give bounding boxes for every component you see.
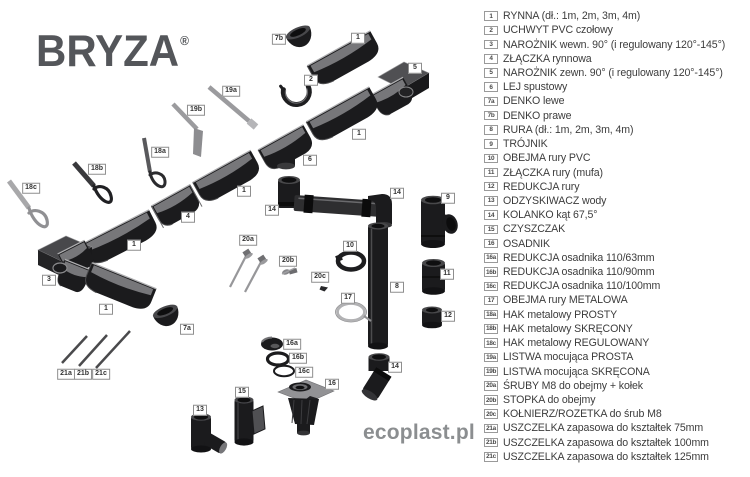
legend-item-13 — [484, 194, 725, 208]
legend-label: ODZYSKIWACZ wody — [503, 194, 607, 207]
part-label-21a: 21a — [57, 369, 75, 380]
legend-label: DENKO lewe — [503, 95, 565, 108]
legend-label: NAROŻNIK wewn. 90° (i regulowany 120°-145°) — [503, 38, 726, 51]
legend-item-7a — [484, 94, 725, 108]
legend-item-14 — [484, 208, 725, 222]
part-label-2: 2 — [304, 75, 318, 86]
legend-item-6 — [484, 80, 725, 94]
legend-item-9 — [484, 137, 725, 151]
legend-label: OBEJMA rury PVC — [503, 152, 591, 165]
part-elbow-bottom — [360, 353, 391, 402]
legend-label: NAROŻNIK zewn. 90° (i regulowany 120°-145°) — [503, 66, 723, 79]
part-downpipe — [368, 223, 388, 350]
part-label-21c: 21c — [92, 369, 110, 380]
legend-number-box: 18c — [484, 338, 498, 348]
legend-number-box: 4 — [484, 54, 498, 64]
legend-label: RURA (dł.: 1m, 2m, 3m, 4m) — [503, 123, 634, 136]
legend-item-17 — [484, 293, 725, 307]
part-label-16c: 16c — [295, 367, 313, 378]
legend-label: REDUKCJA rury — [503, 180, 580, 193]
part-gutter-section — [306, 87, 382, 145]
legend-item-21c — [484, 450, 725, 464]
part-label-20b: 20b — [279, 256, 297, 267]
part-label-18c: 18c — [22, 183, 40, 194]
legend-item-1 — [484, 9, 725, 23]
legend-number-box: 9 — [484, 139, 498, 149]
legend-item-21a — [484, 421, 725, 435]
legend-item-10 — [484, 151, 725, 165]
legend-number-box: 16 — [484, 239, 498, 249]
legend-item-18a — [484, 308, 725, 322]
part-outlet-funnel — [258, 125, 316, 173]
part-label-11: 11 — [440, 269, 454, 280]
legend-item-19a — [484, 350, 725, 364]
part-gutter-connector — [151, 185, 203, 229]
legend-item-8 — [484, 123, 725, 137]
part-label-3: 3 — [42, 275, 56, 286]
part-trap-reducer-100 — [274, 366, 294, 376]
part-label-16a: 16a — [283, 339, 301, 350]
part-label-10: 10 — [343, 241, 357, 252]
legend-number-box: 11 — [484, 168, 498, 178]
legend-number-box: 16a — [484, 253, 498, 263]
legend-item-20a — [484, 379, 725, 393]
legend-label: ŚRUBY M8 do obejmy + kołek — [503, 379, 643, 392]
part-label-17: 17 — [341, 293, 355, 304]
part-label-12: 12 — [441, 311, 455, 322]
part-label-1: 1 — [352, 129, 366, 140]
legend-item-3 — [484, 37, 725, 51]
legend-number-box: 17 — [484, 296, 498, 306]
legend-number-box: 13 — [484, 196, 498, 206]
part-label-5: 5 — [408, 63, 422, 74]
legend-number-box: 15 — [484, 225, 498, 235]
part-label-14: 14 — [390, 188, 404, 199]
part-cleanout — [235, 396, 266, 445]
legend-label: DENKO prawe — [503, 109, 572, 122]
legend-number-box: 7b — [484, 111, 498, 121]
part-label-20c: 20c — [311, 272, 329, 283]
part-spare-gaskets — [62, 331, 130, 368]
legend-label: REDUKCJA osadnika 110/90mm — [503, 266, 655, 279]
website-text: ecoplast.pl — [363, 421, 475, 444]
legend-item-11 — [484, 165, 725, 179]
legend-label: LEJ spustowy — [503, 81, 568, 94]
legend-label: HAK metalowy SKRĘCONY — [503, 322, 633, 335]
legend-number-box: 7a — [484, 97, 498, 107]
legend-label: LISTWA mocująca SKRĘCONA — [503, 365, 650, 378]
part-pvc-pipe-clamp — [335, 253, 364, 270]
part-metal-hook-straight — [144, 138, 165, 187]
legend-label: KOLANKO kąt 67,5° — [503, 209, 598, 222]
legend-number-box: 20b — [485, 396, 497, 404]
legend-number-box: 8 — [484, 125, 498, 135]
part-water-recovery — [191, 413, 229, 455]
part-label-20a: 20a — [239, 235, 257, 246]
part-trap-reducer-63 — [261, 338, 283, 351]
legend-item-16a — [484, 251, 725, 265]
part-label-7b: 7b — [272, 34, 286, 45]
legend-number-box: 16c — [484, 282, 498, 292]
legend-number-box: 12 — [484, 182, 498, 192]
legend-number-box: 20a — [484, 381, 498, 391]
part-label-1: 1 — [99, 304, 113, 315]
part-label-8: 8 — [390, 282, 404, 293]
part-pipe-reducer — [422, 307, 442, 329]
part-label-21b: 21b — [74, 369, 92, 380]
parts-legend — [484, 9, 725, 464]
legend-item-7b — [484, 109, 725, 123]
legend-number-box: 21b — [485, 439, 497, 447]
part-label-18b: 18b — [88, 164, 106, 175]
legend-number-box: 3 — [484, 40, 498, 50]
legend-item-21b — [484, 436, 725, 450]
part-label-15: 15 — [235, 387, 249, 398]
legend-number-box: 2 — [484, 26, 498, 36]
legend-label: HAK metalowy PROSTY — [503, 308, 618, 321]
legend-number-box: 5 — [484, 68, 498, 78]
legend-label: CZYSZCZAK — [503, 223, 566, 236]
legend-number-box: 19a — [484, 353, 498, 363]
part-gutter-section — [307, 31, 383, 89]
part-tee — [421, 196, 460, 248]
part-label-18a: 18a — [151, 147, 169, 158]
legend-item-18b — [484, 322, 725, 336]
legend-number-box: 10 — [484, 154, 498, 164]
legend-label: HAK metalowy REGULOWANY — [503, 337, 650, 350]
registered-mark: ® — [180, 33, 189, 49]
part-label-4: 4 — [181, 212, 195, 223]
part-label-6: 6 — [303, 155, 317, 166]
legend-item-4 — [484, 52, 725, 66]
part-label-9: 9 — [441, 193, 455, 204]
part-end-cap-right — [284, 23, 316, 52]
legend-label: UCHWYT PVC czołowy — [503, 24, 613, 37]
legend-label: STOPKA do obejmy — [503, 394, 596, 407]
legend-label: OSADNIK — [503, 237, 550, 250]
part-clamp-foot — [281, 268, 297, 276]
legend-label: REDUKCJA osadnika 110/100mm — [503, 280, 661, 293]
part-label-13: 13 — [193, 405, 207, 416]
part-label-19a: 19a — [222, 86, 240, 97]
part-gutter-section — [82, 263, 156, 313]
legend-item-20c — [484, 407, 725, 421]
legend-label: RYNNA (dł.: 1m, 2m, 3m, 4m) — [503, 10, 641, 23]
legend-item-15 — [484, 222, 725, 236]
legend-item-18c — [484, 336, 725, 350]
legend-label: ZŁĄCZKA rury (mufa) — [503, 166, 603, 179]
legend-item-19b — [484, 364, 725, 378]
legend-label: KOŁNIERZ/ROZETKA do śrub M8 — [503, 408, 662, 421]
part-metal-pipe-clamp — [336, 302, 372, 322]
legend-number-box: 21c — [484, 452, 498, 462]
legend-label: ZŁĄCZKA rynnowa — [503, 52, 592, 65]
part-label-1: 1 — [127, 240, 141, 251]
legend-number-box: 18a — [484, 310, 498, 320]
legend-item-20b — [484, 393, 725, 407]
brand-logo: BRYZA® — [36, 26, 189, 76]
part-label-14: 14 — [388, 362, 402, 373]
part-end-cap-left — [151, 302, 183, 330]
legend-number-box: 16b — [485, 268, 497, 276]
part-label-1: 1 — [237, 186, 251, 197]
legend-item-16c — [484, 279, 725, 293]
legend-label: USZCZELKA zapasowa do kształtek 100mm — [503, 436, 709, 449]
legend-item-16b — [484, 265, 725, 279]
part-label-16: 16 — [325, 379, 339, 390]
legend-label: USZCZELKA zapasowa do kształtek 75mm — [503, 422, 704, 435]
legend-number-box: 20c — [484, 409, 498, 419]
legend-number-box: 6 — [484, 82, 498, 92]
legend-label: TRÓJNIK — [503, 138, 548, 151]
legend-label: REDUKCJA osadnika 110/63mm — [503, 251, 655, 264]
legend-number-box: 14 — [484, 210, 498, 220]
legend-number-box: 19b — [485, 368, 497, 376]
part-label-16b: 16b — [289, 353, 307, 364]
part-label-1: 1 — [351, 33, 365, 44]
legend-item-2 — [484, 23, 725, 37]
part-m8-screws — [230, 248, 269, 292]
legend-number-box: 18b — [485, 325, 497, 333]
legend-label: LISTWA mocująca PROSTA — [503, 351, 634, 364]
legend-number-box: 21a — [484, 424, 498, 434]
legend-item-5 — [484, 66, 725, 80]
part-label-7a: 7a — [180, 324, 194, 335]
legend-number-box: 1 — [484, 11, 498, 21]
legend-item-16 — [484, 237, 725, 251]
part-label-19b: 19b — [187, 105, 205, 116]
legend-item-12 — [484, 180, 725, 194]
legend-label: USZCZELKA zapasowa do kształtek 125mm — [503, 450, 709, 463]
part-label-14: 14 — [265, 205, 279, 216]
legend-label: OBEJMA rury METALOWA — [503, 294, 628, 307]
part-trap-reducer-90 — [268, 353, 289, 365]
part-screw-rosette — [320, 286, 329, 292]
part-gutter-section — [193, 150, 264, 205]
